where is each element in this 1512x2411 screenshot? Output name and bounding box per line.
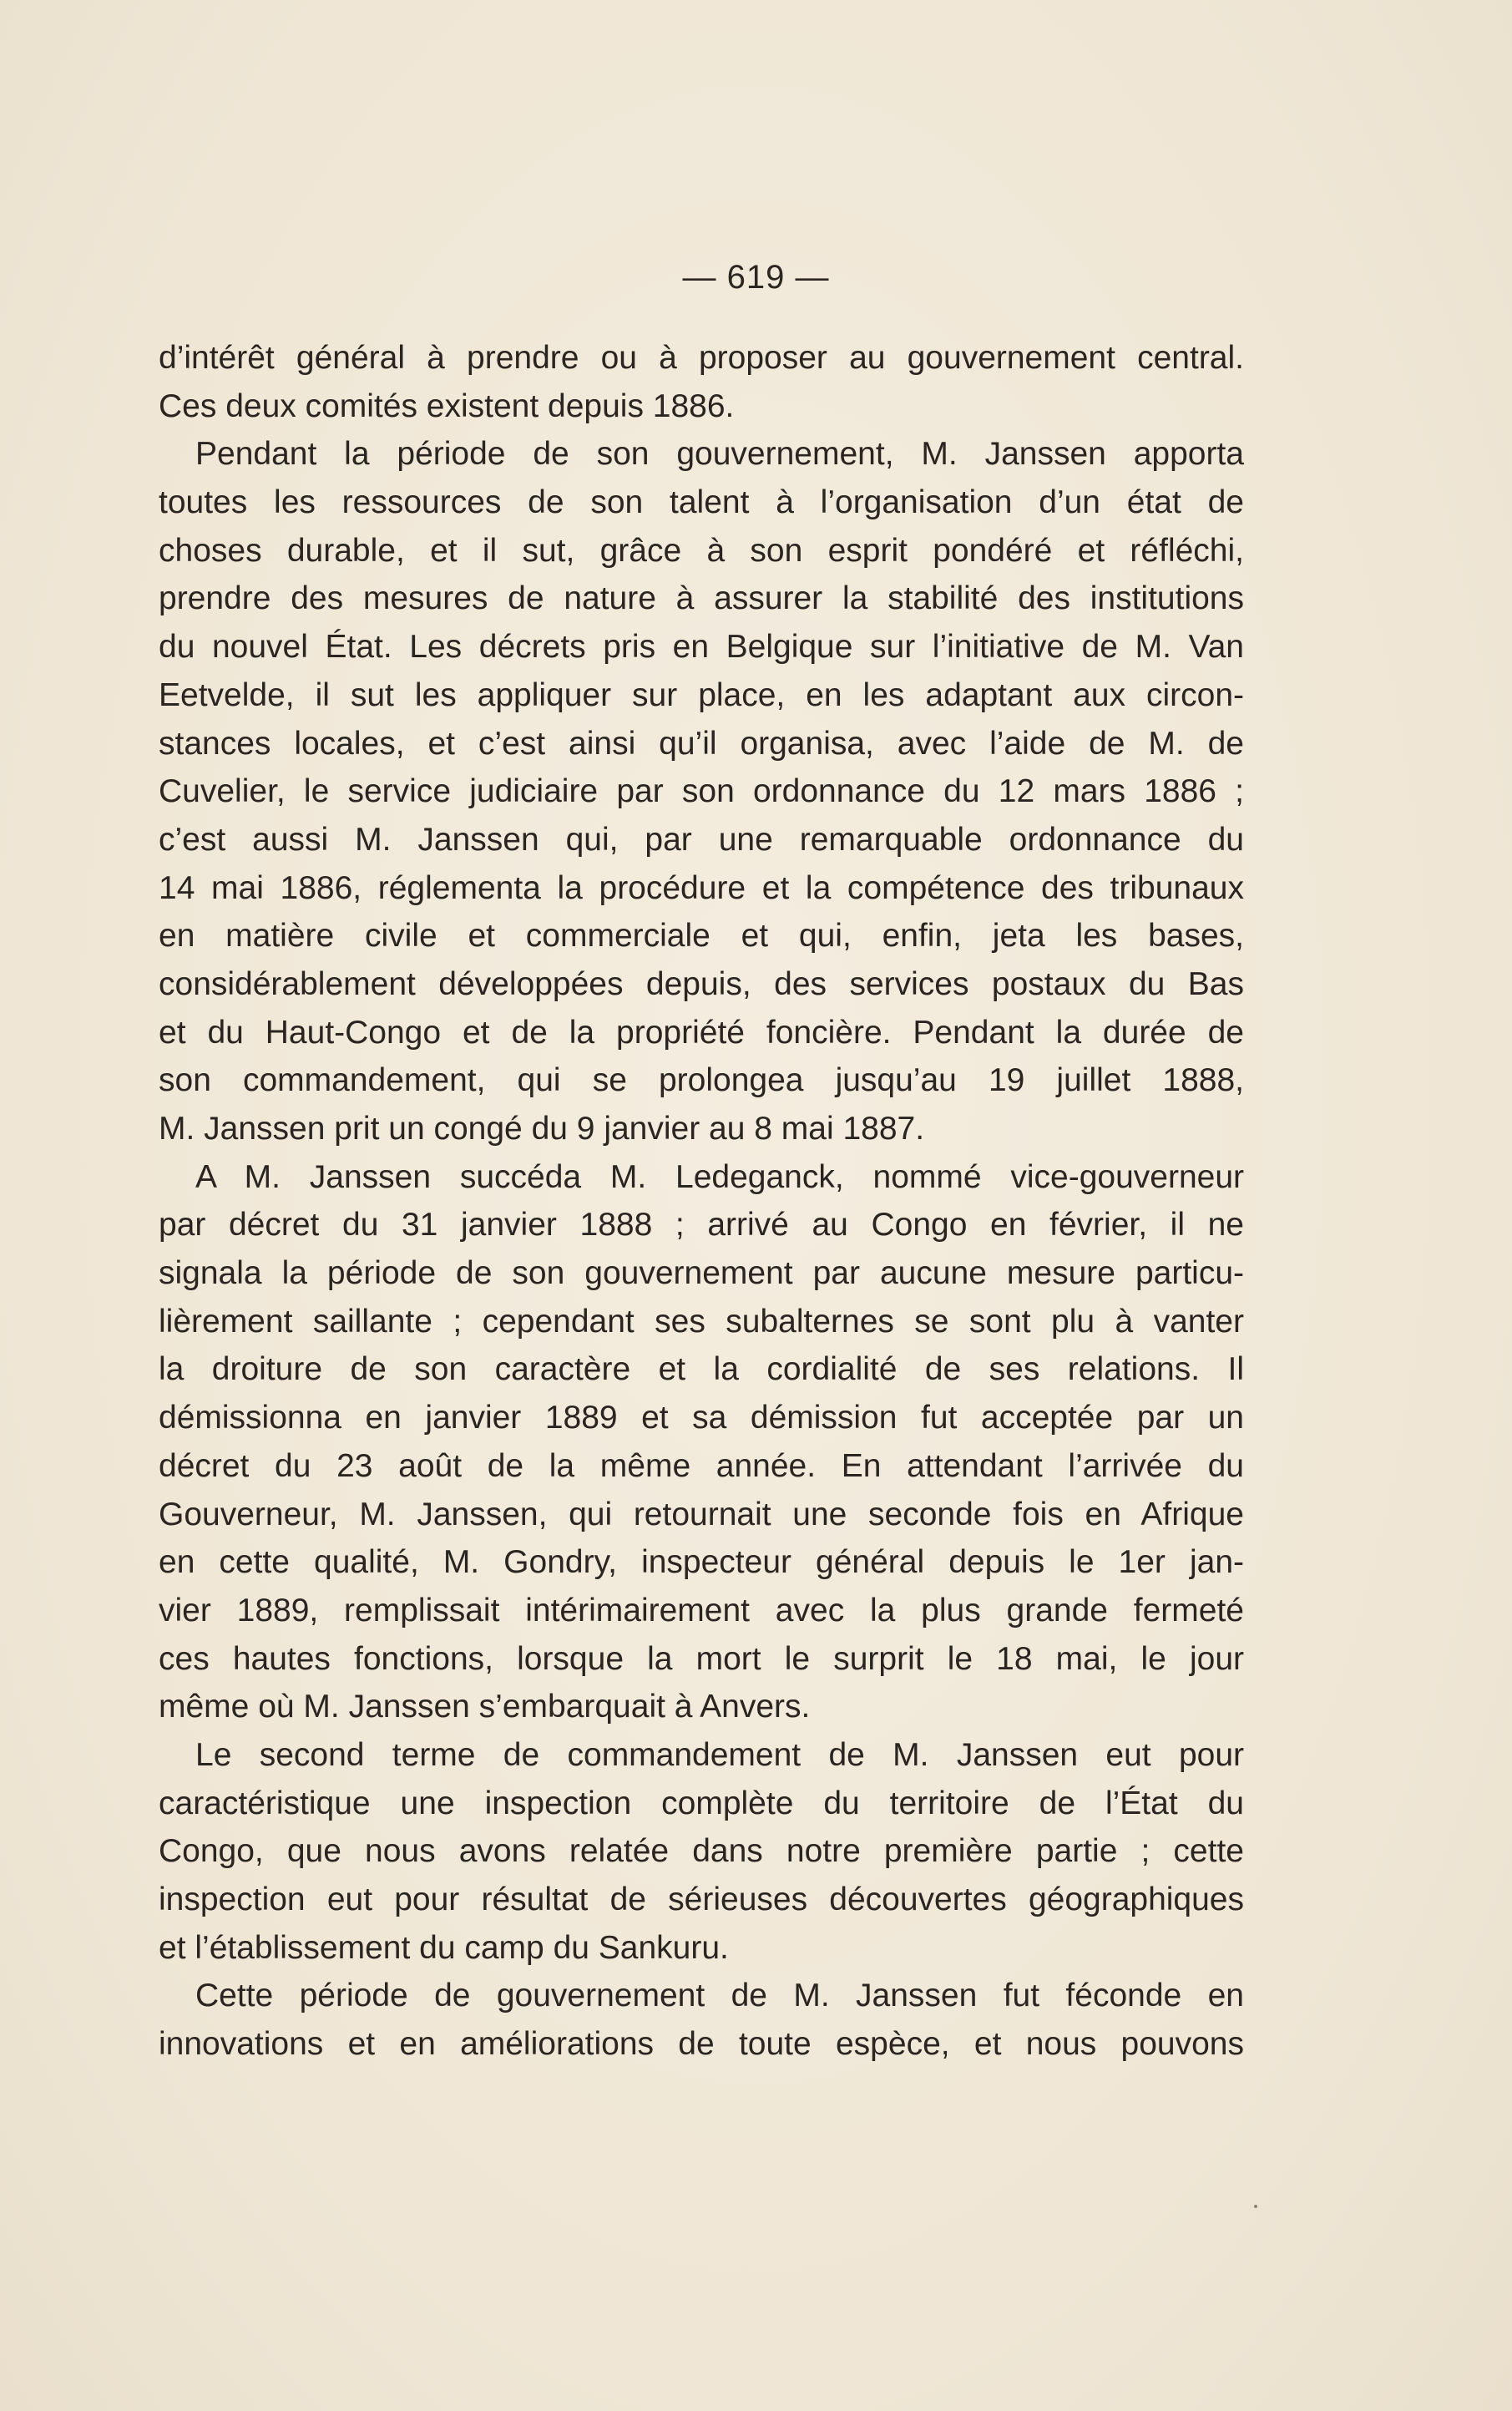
- text-line: et du Haut-Congo et de la propriété foncière. Pendant la durée de: [159, 1014, 1244, 1051]
- paragraph-5: [159, 1972, 1244, 2068]
- text-line: c’est aussi M. Janssen qui, par une remarquable ordonnance du: [159, 821, 1244, 858]
- text-line: ces hautes fonctions, lorsque la mort le surprit le 18 mai, le jour: [159, 1640, 1244, 1677]
- text-line: Eetvelde, il sut les appliquer sur place, en les adaptant aux circon-: [159, 676, 1244, 713]
- text-line: en cette qualité, M. Gondry, inspecteur général depuis le 1er jan-: [159, 1544, 1244, 1581]
- page-number: — 619 —: [682, 259, 830, 296]
- text-line: et l’établissement du camp du Sankuru.: [159, 1929, 729, 1966]
- text-line: Cette période de gouvernement de M. Janssen fut féconde en: [195, 1978, 1244, 2014]
- text-line: Gouverneur, M. Janssen, qui retournait une seconde fois en Afrique: [159, 1496, 1244, 1532]
- text-line: signala la période de son gouvernement par aucune mesure particu-: [159, 1255, 1244, 1292]
- text-line: décret du 23 août de la même année. En attendant l’arrivée du: [159, 1447, 1244, 1484]
- paragraph-1: [159, 334, 1244, 430]
- text-line: du nouvel État. Les décrets pris en Belgique sur l’initiative de M. Van: [159, 629, 1244, 666]
- text-line: innovations et en améliorations de toute espèce, et nous pouvons: [159, 2026, 1244, 2063]
- text-line: caractéristique une inspection complète du territoire de l’État du: [159, 1785, 1244, 1821]
- text-line: lièrement saillante ; cependant ses subalternes se sont plu à vanter: [159, 1303, 1244, 1340]
- page-body: [159, 334, 1244, 2069]
- text-line: choses durable, et il sut, grâce à son esprit pondéré et réfléchi,: [159, 532, 1244, 569]
- text-line: Congo, que nous avons relatée dans notre première partie ; cette: [159, 1833, 1244, 1870]
- text-line: Ces deux comités existent depuis 1886.: [159, 387, 735, 424]
- text-line: vier 1889, remplissait intérimairement avec la plus grande fermeté: [159, 1592, 1244, 1628]
- text-line: la droiture de son caractère et la cordialité de ses relations. Il: [159, 1351, 1244, 1388]
- text-line: démissionna en janvier 1889 et sa démission fut acceptée par un: [159, 1400, 1244, 1436]
- text-line: en matière civile et commerciale et qui, enfin, jeta les bases,: [159, 918, 1244, 955]
- paper-speck: [1254, 2205, 1257, 2208]
- paragraph-3: [159, 1153, 1244, 1731]
- text-line: d’intérêt général à prendre ou à proposer au gouvernement central.: [159, 340, 1244, 376]
- text-line: 14 mai 1886, réglementa la procédure et la compétence des tribunaux: [159, 869, 1244, 906]
- text-line: A M. Janssen succéda M. Ledeganck, nommé vice-gouverneur: [195, 1158, 1244, 1195]
- paragraph-2: [159, 430, 1244, 1152]
- text-line: M. Janssen prit un congé du 9 janvier au 8 mai 1887.: [159, 1111, 925, 1147]
- text-line: par décret du 31 janvier 1888 ; arrivé au Congo en février, il ne: [159, 1207, 1244, 1243]
- text-line: stances locales, et c’est ainsi qu’il organisa, avec l’aide de M. de: [159, 725, 1244, 762]
- text-line: inspection eut pour résultat de sérieuses découvertes géographiques: [159, 1882, 1244, 1917]
- text-line: même où M. Janssen s’embarquait à Anvers.: [159, 1689, 811, 1725]
- text-line: Le second terme de commandement de M. Janssen eut pour: [195, 1736, 1244, 1773]
- text-line: toutes les ressources de son talent à l’organisation d’un état de: [159, 484, 1244, 521]
- text-line: Pendant la période de son gouvernement, M. Janssen apporta: [195, 436, 1244, 473]
- text-line: son commandement, qui se prolongea jusqu’au 19 juillet 1888,: [159, 1062, 1244, 1099]
- text-line: considérablement développées depuis, des services postaux du Bas: [159, 965, 1244, 1002]
- paragraph-4: [159, 1731, 1244, 1972]
- text-line: prendre des mesures de nature à assurer la stabilité des institutions: [159, 580, 1244, 617]
- text-line: Cuvelier, le service judiciaire par son ordonnance du 12 mars 1886 ;: [159, 773, 1244, 810]
